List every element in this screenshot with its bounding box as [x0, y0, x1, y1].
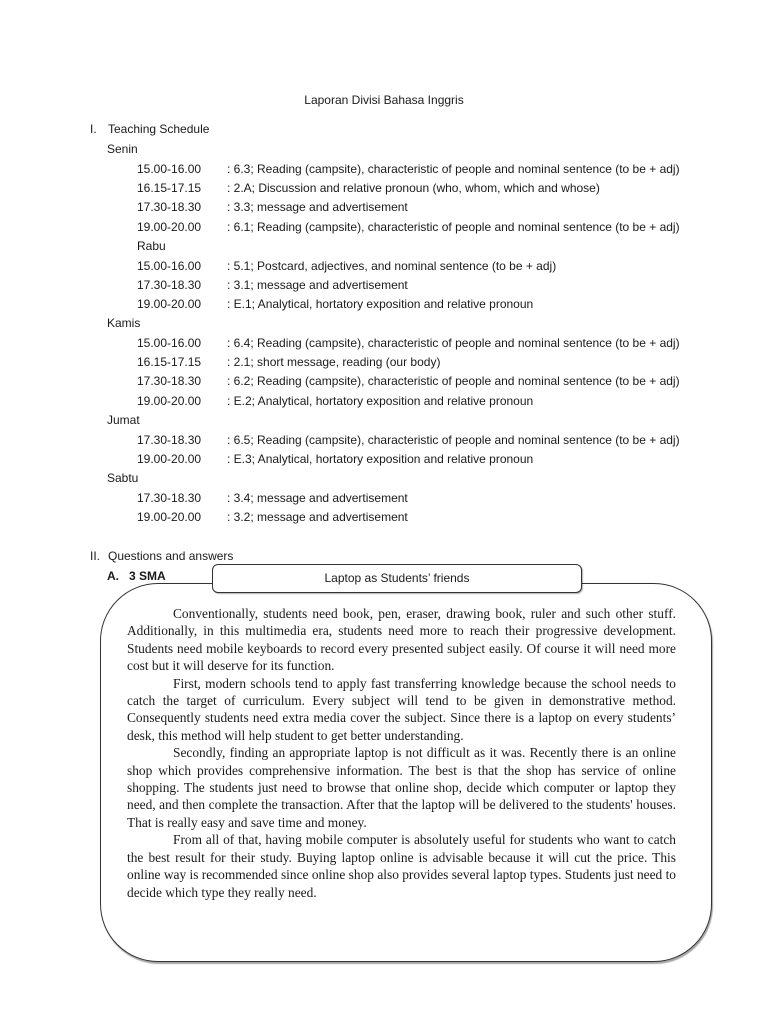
- schedule-row: [137, 353, 440, 373]
- schedule-row: [137, 508, 408, 528]
- slot-desc: : 3.2; message and advertisement: [227, 510, 408, 524]
- slot-time: 19.00-20.00: [137, 297, 202, 311]
- section-2-number: II.: [90, 549, 101, 563]
- slot-time: 19.00-20.00: [137, 220, 202, 234]
- slot-time: 19.00-20.00: [137, 394, 202, 408]
- essay-body: [127, 605, 676, 901]
- slot-time: 16.15-17.15: [137, 181, 202, 195]
- section-2-title: Questions and answers: [108, 549, 234, 563]
- subsection-label: A.: [107, 569, 119, 583]
- schedule-row: [137, 160, 680, 180]
- day-label-senin: Senin: [107, 142, 138, 156]
- slot-desc: : 6.2; Reading (campsite), characteristic of people and nominal sentence (to be + adj): [227, 374, 680, 388]
- document-title: Laporan Divisi Bahasa Inggris: [304, 93, 464, 107]
- slot-desc: : E.1; Analytical, hortatory exposition and relative pronoun: [227, 297, 534, 311]
- day-label-sabtu: Sabtu: [107, 471, 139, 485]
- slot-desc: : 6.1; Reading (campsite), characteristic of people and nominal sentence (to be + adj): [227, 220, 680, 234]
- slot-time: 17.30-18.30: [137, 374, 202, 388]
- section-1-title: Teaching Schedule: [108, 122, 210, 136]
- slot-time: 15.00-16.00: [137, 259, 202, 273]
- slot-desc: : 6.4; Reading (campsite), characteristic of people and nominal sentence (to be + adj): [227, 336, 680, 350]
- section-2-heading: [90, 549, 233, 563]
- slot-time: 19.00-20.00: [137, 510, 202, 524]
- subsection-heading: [107, 569, 166, 583]
- essay-paragraph: Secondly, finding an appropriate laptop is not difficult as it was. Recently there is an online shop which provides comprehensive information. The best is that the shop has service of online shopping. The students just need to browse that online shop, decide which computer or laptop they need, and then complete the transaction. After that the laptop will be delivered to the students' houses. That is really easy and save time and money.: [127, 745, 676, 830]
- essay-paragraph: From all of that, having mobile computer is absolutely useful for students who want to catch the best result for their study. Buying laptop online is advisable because it will cut the price. This online way is recommended since online shop also provides several laptop types. Students just need to decide which type they really need.: [127, 832, 676, 900]
- day-label-rabu: Rabu: [137, 239, 166, 253]
- section-1-number: I.: [90, 122, 97, 136]
- slot-desc: : E.2; Analytical, hortatory exposition and relative pronoun: [227, 394, 534, 408]
- schedule-row: [137, 334, 680, 354]
- essay-title: Laptop as Students’ friends: [324, 571, 470, 585]
- slot-desc: : 6.3; Reading (campsite), characteristic of people and nominal sentence (to be + adj): [227, 162, 680, 176]
- slot-desc: : 6.5; Reading (campsite), characteristic of people and nominal sentence (to be + adj): [227, 433, 680, 447]
- slot-time: 16.15-17.15: [137, 355, 202, 369]
- schedule-row: [137, 431, 680, 451]
- slot-desc: : 3.1; message and advertisement: [227, 278, 408, 292]
- essay-paragraph: Conventionally, students need book, pen, eraser, drawing book, ruler and such other stuff. Additionally, in this multimedia era, students need more to reach their progressive development. Students need mobile keyboards to record every presented subject easily. Of course it will need more cost but it will deserve for its function.: [127, 606, 676, 674]
- slot-desc: : E.3; Analytical, hortatory exposition and relative pronoun: [227, 452, 534, 466]
- schedule-row: [137, 179, 600, 199]
- slot-desc: : 3.3; message and advertisement: [227, 200, 408, 214]
- day-label-kamis: Kamis: [107, 316, 141, 330]
- schedule-row: [137, 450, 533, 470]
- schedule-row: [137, 295, 533, 315]
- schedule-row: [137, 218, 680, 238]
- schedule-row: [137, 489, 408, 509]
- slot-desc: : 2.A; Discussion and relative pronoun (who, whom, which and whose): [227, 181, 600, 195]
- schedule-row: [137, 276, 408, 296]
- slot-time: 15.00-16.00: [137, 162, 202, 176]
- slot-desc: : 3.4; message and advertisement: [227, 491, 408, 505]
- slot-time: 17.30-18.30: [137, 200, 202, 214]
- slot-time: 15.00-16.00: [137, 336, 202, 350]
- slot-time: 19.00-20.00: [137, 452, 202, 466]
- essay-title-box: [212, 564, 582, 593]
- slot-time: 17.30-18.30: [137, 491, 202, 505]
- schedule-row: [137, 198, 408, 218]
- day-label-jumat: Jumat: [107, 413, 140, 427]
- slot-desc: : 5.1; Postcard, adjectives, and nominal sentence (to be + adj): [227, 259, 557, 273]
- essay-paragraph: First, modern schools tend to apply fast transferring knowledge because the school needs to catch the target of curriculum. Every subject will tend to be given in demonstrative method. Consequently students need extra media cover the subject. Since there is a laptop on every students’ desk, this method will help student to get better understanding.: [127, 675, 676, 743]
- slot-desc: : 2.1; short message, reading (our body): [227, 355, 441, 369]
- schedule-row: [137, 392, 533, 412]
- schedule-row: [137, 257, 556, 277]
- section-1-heading: [90, 122, 209, 136]
- schedule-row: [137, 372, 680, 392]
- slot-time: 17.30-18.30: [137, 433, 202, 447]
- slot-time: 17.30-18.30: [137, 278, 202, 292]
- subsection-title: 3 SMA: [129, 569, 166, 583]
